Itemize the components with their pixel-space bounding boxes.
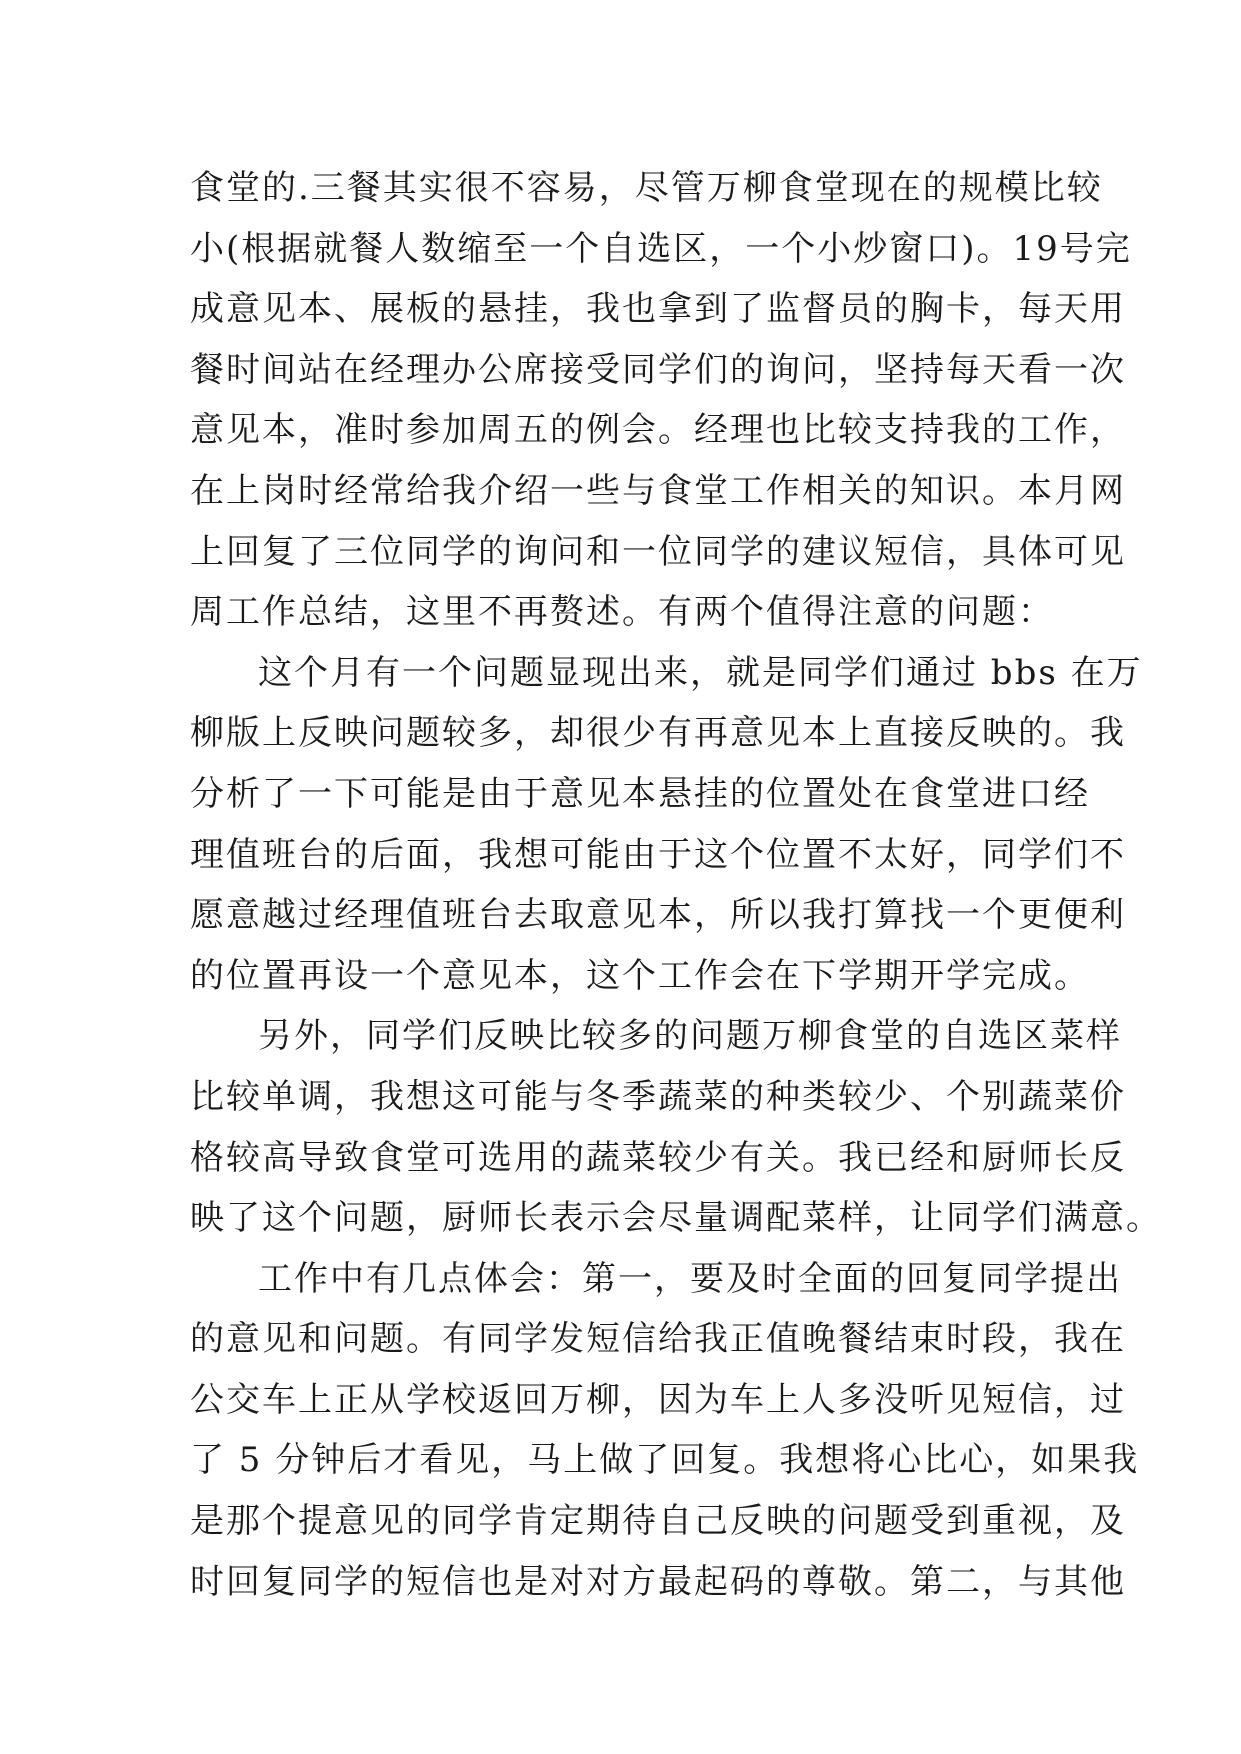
text-line: 在上岗时经常给我介绍一些与食堂工作相关的知识。本月网 — [190, 470, 1126, 511]
text-line: 比较单调，我想这可能与冬季蔬菜的种类较少、个别蔬菜价 — [190, 1076, 1126, 1117]
text-line: 成意见本、展板的悬挂，我也拿到了监督员的胸卡，每天用 — [190, 289, 1126, 330]
text-line: 的意见和问题。有同学发短信给我正值晚餐结束时段，我在 — [190, 1319, 1126, 1360]
text-line: 是那个提意见的同学肯定期待自己反映的问题受到重视，及 — [190, 1501, 1126, 1542]
body-text — [190, 158, 1162, 1612]
paragraph-first-line: 这个月有一个问题显现出来，就是同学们通过 bbs 在万 — [258, 652, 1143, 693]
text-line: 餐时间站在经理办公席接受同学们的询问，坚持每天看一次 — [190, 349, 1126, 390]
text-line: 食堂的.三餐其实很不容易，尽管万柳食堂现在的规模比较 — [190, 168, 1103, 208]
text-line: 分析了一下可能是由于意见本悬挂的位置处在食堂进口经 — [190, 773, 1090, 814]
text-line: 时回复同学的短信也是对对方最起码的尊敬。第二，与其他 — [190, 1561, 1126, 1602]
text-line: 柳版上反映问题较多，却很少有再意见本上直接反映的。我 — [190, 713, 1126, 754]
paragraph-first-line: 工作中有几点体会：第一，要及时全面的回复同学提出 — [258, 1258, 1122, 1299]
text-line: 理值班台的后面，我想可能由于这个位置不太好，同学们不 — [190, 834, 1126, 875]
text-line: 小(根据就餐人数缩至一个自选区，一个小炒窗口)。19号完 — [190, 228, 1132, 269]
paragraph-first-line: 另外，同学们反映比较多的问题万柳食堂的自选区菜样 — [258, 1016, 1122, 1057]
text-line: 了 5 分钟后才看见，马上做了回复。我想将心比心，如果我 — [190, 1440, 1140, 1481]
text-line: 上回复了三位同学的询问和一位同学的建议短信，具体可见 — [190, 531, 1126, 572]
text-line: 公交车上正从学校返回万柳，因为车上人多没听见短信，过 — [190, 1379, 1126, 1420]
text-line: 格较高导致食堂可选用的蔬菜较少有关。我已经和厨师长反 — [190, 1137, 1126, 1178]
text-line: 映了这个问题，厨师长表示会尽量调配菜样，让同学们满意。 — [190, 1198, 1162, 1239]
text-line: 的位置再设一个意见本，这个工作会在下学期开学完成。 — [190, 955, 1090, 996]
text-line: 意见本，准时参加周五的例会。经理也比较支持我的工作， — [190, 410, 1126, 451]
text-line: 愿意越过经理值班台去取意见本，所以我打算找一个更便利 — [190, 895, 1126, 936]
text-line: 周工作总结，这里不再赘述。有两个值得注意的问题： — [190, 592, 1054, 633]
